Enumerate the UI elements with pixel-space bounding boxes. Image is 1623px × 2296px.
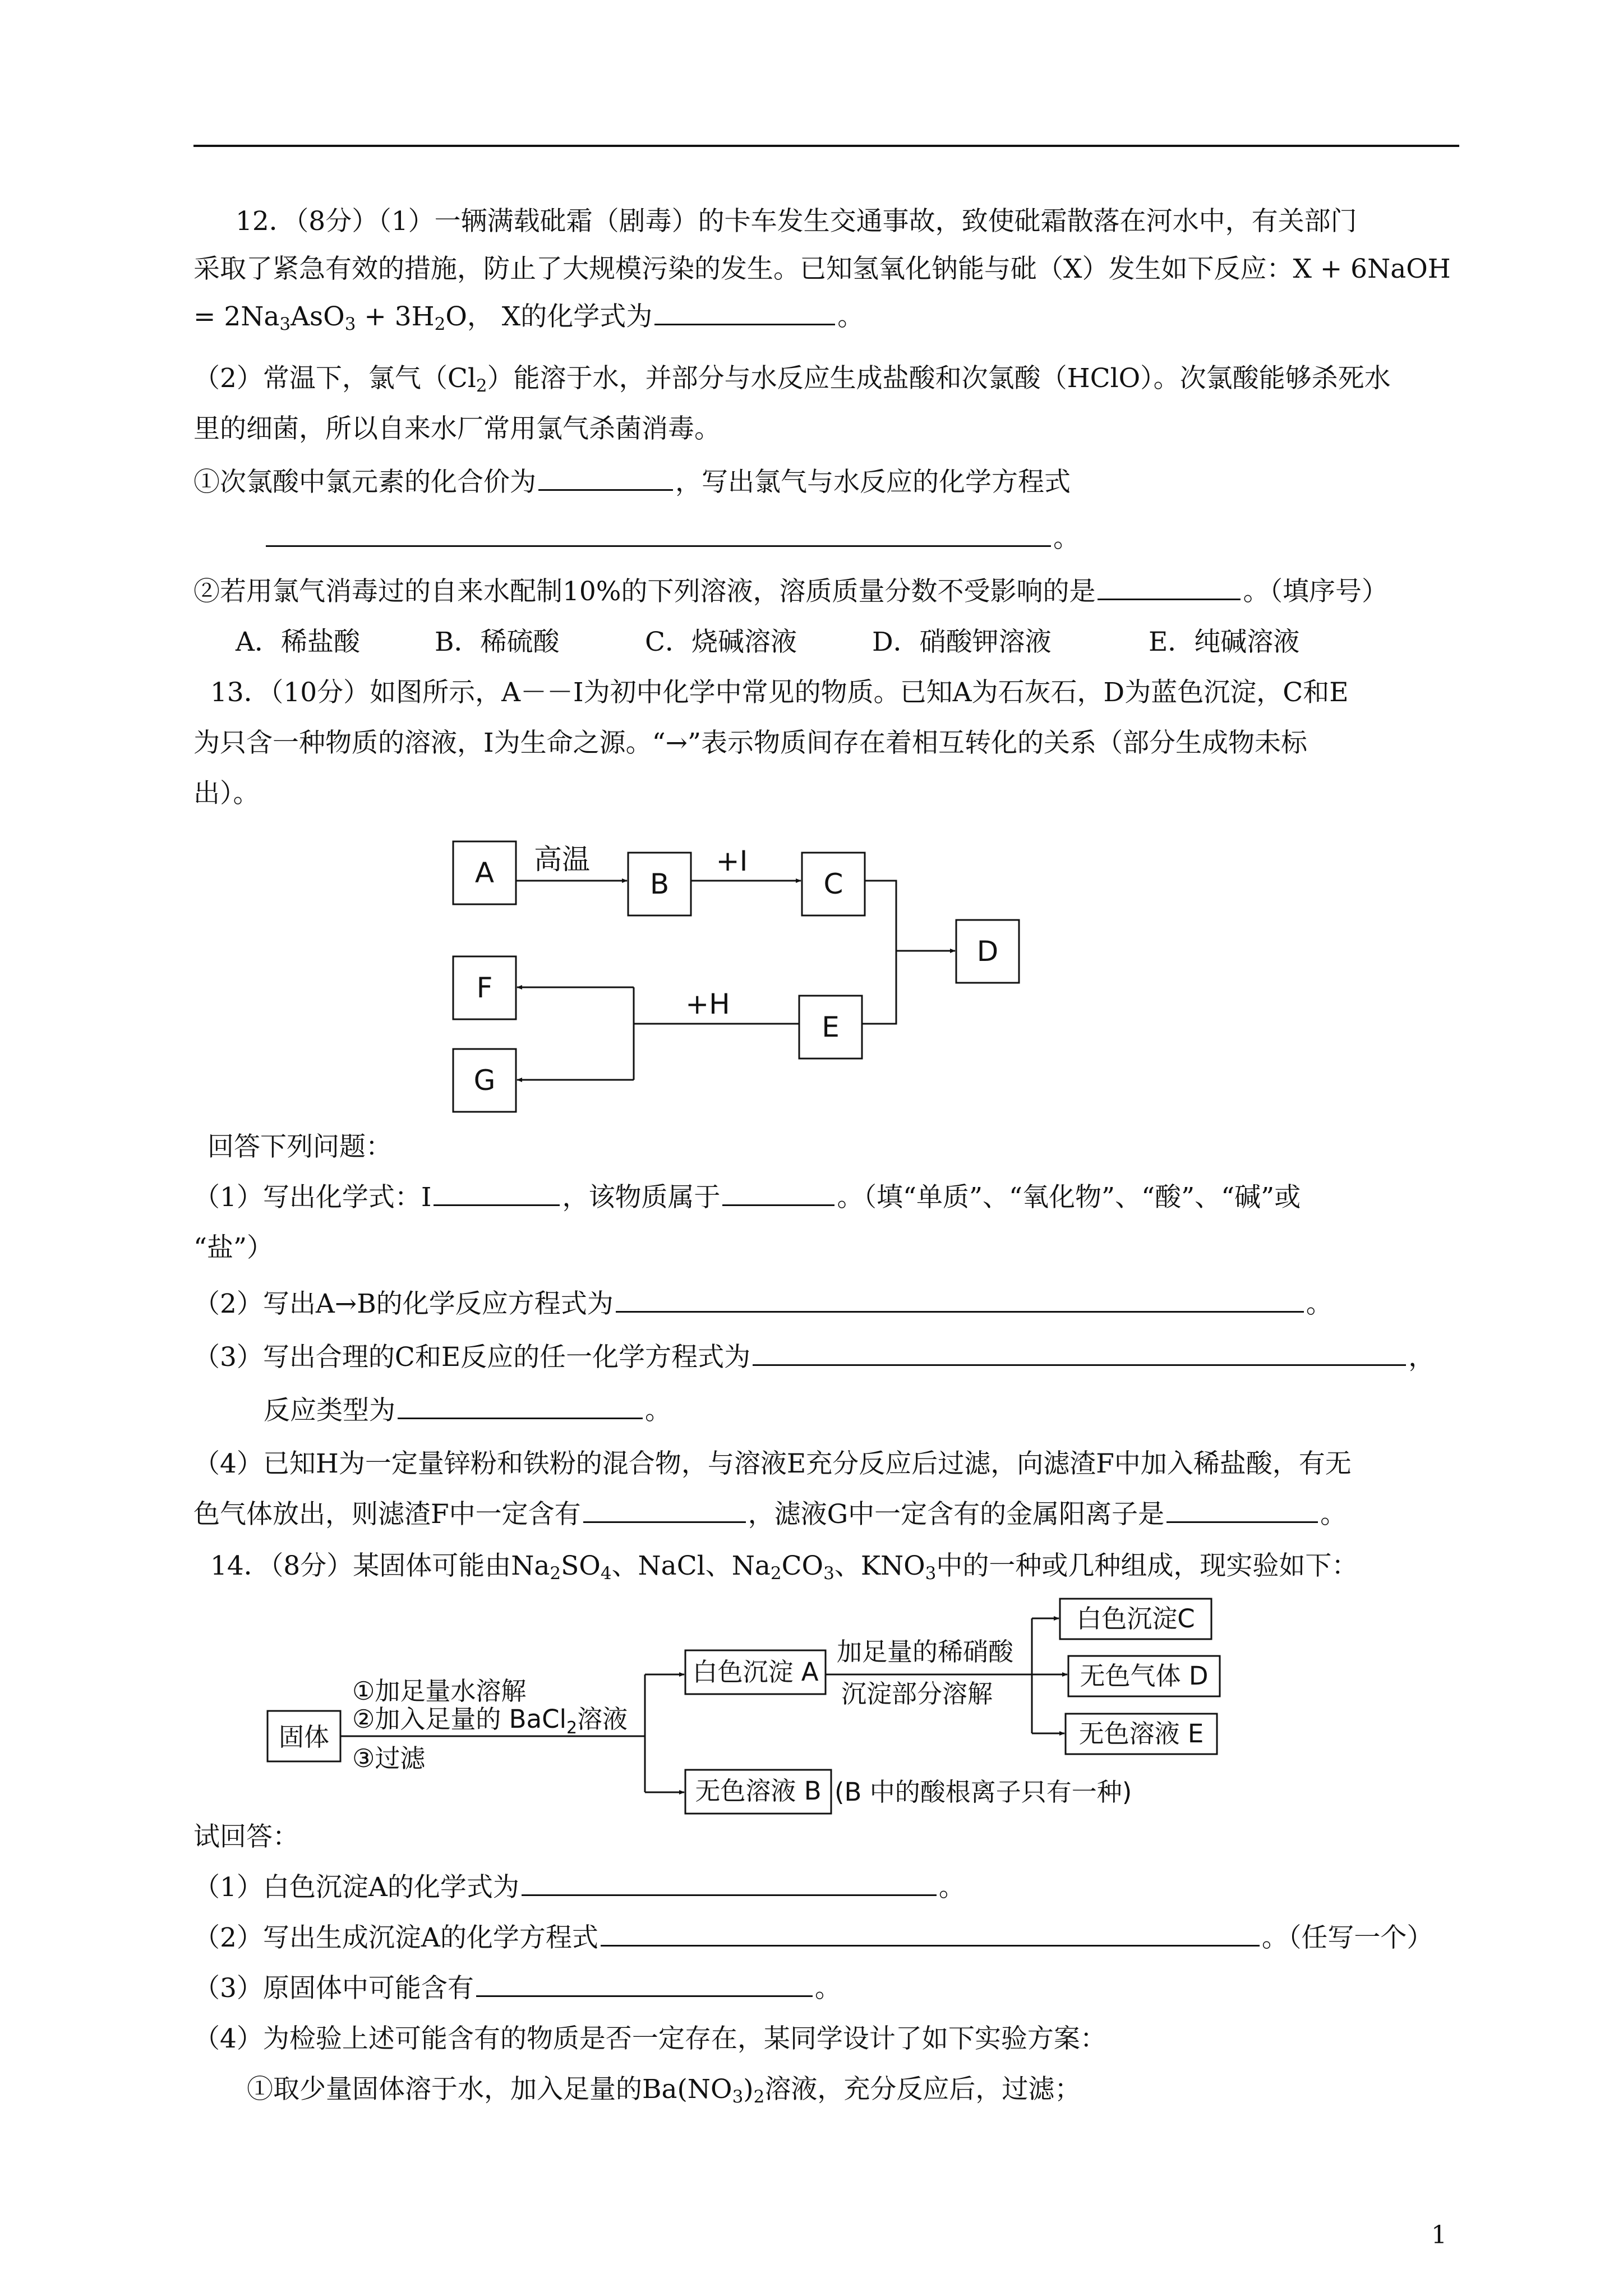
q14-line-4: （2）写出生成沉淀A的化学方程式 。（任写一个） bbox=[193, 1922, 1433, 1953]
q13-line-3: 出）。 bbox=[193, 778, 260, 809]
q13-line-6: “盐”） bbox=[193, 1232, 274, 1263]
node-a-label: A bbox=[474, 857, 495, 889]
label-plus-h: +H bbox=[685, 988, 730, 1020]
q12-option-e: E．纯碱溶液 bbox=[1149, 627, 1300, 657]
q14-line-3: （1）白色沉淀A的化学式为 。 bbox=[193, 1872, 965, 1903]
q14-answer-blank-possible[interactable] bbox=[476, 1973, 813, 1997]
connector-c-e bbox=[862, 881, 896, 1024]
q13-answer-blank-class[interactable] bbox=[722, 1182, 834, 1206]
sol-b-label: 无色溶液 B bbox=[695, 1776, 822, 1806]
q14-line-6: （4）为检验上述可能含有的物质是否一定存在，某同学设计了如下实验方案： bbox=[193, 2023, 1106, 2054]
q12-option-d: D．硝酸钾溶液 bbox=[872, 627, 1052, 657]
q13-answer-blank-f[interactable] bbox=[583, 1499, 746, 1523]
acid-label-1: 加足量的稀硝酸 bbox=[837, 1637, 1014, 1667]
sol-e-label: 无色溶液 E bbox=[1078, 1719, 1204, 1749]
q13-line-4: 回答下列问题： bbox=[208, 1131, 392, 1162]
q12-line-6: ①次氯酸中氯元素的化合价为 ，写出氯气与水反应的化学方程式 bbox=[193, 467, 1071, 498]
node-d-label: D bbox=[976, 935, 999, 968]
node-f-label: F bbox=[476, 972, 493, 1004]
q13-line-8: （3）写出合理的C和E反应的任一化学方程式为 ， bbox=[193, 1342, 1435, 1373]
label-plus-i: +I bbox=[716, 845, 748, 877]
q12-line-3: = $2Na_3AsO_3 + 3H_2O$， X的化学式为 。 bbox=[193, 301, 864, 334]
acid-label-2: 沉淀部分溶解 bbox=[841, 1679, 993, 1709]
gas-d-label: 无色气体 D bbox=[1080, 1661, 1209, 1691]
q13-answer-blank-i[interactable] bbox=[434, 1182, 560, 1206]
node-e-label: E bbox=[822, 1011, 840, 1043]
q14-line-7: ①取少量固体溶于水，加入足量的$Ba(NO_3)_2$溶液，充分反应后，过滤； bbox=[247, 2074, 1081, 2107]
q14-experiment-diagram bbox=[0, 1582, 1623, 1818]
q14-answer-blank-a[interactable] bbox=[522, 1872, 937, 1896]
q12-option-b: B．稀硫酸 bbox=[435, 627, 560, 657]
q13-answer-blank-ab[interactable] bbox=[616, 1289, 1304, 1313]
label-high-temp: 高温 bbox=[534, 843, 590, 876]
node-g-label: G bbox=[473, 1064, 496, 1097]
q12-line-7: 。 bbox=[264, 522, 1080, 555]
node-c-label: C bbox=[823, 868, 843, 900]
solid-label: 固体 bbox=[278, 1722, 330, 1752]
q14-line-5: （3）原固体中可能含有 。 bbox=[193, 1973, 841, 2004]
q13-answer-blank-type[interactable] bbox=[398, 1395, 643, 1419]
node-b-label: B bbox=[649, 868, 670, 900]
step-1-label: ①加足量水溶解 bbox=[352, 1676, 527, 1706]
q14-line-1: 14．（8分）某固体可能由$Na_2SO_4$、NaCl、$Na_2CO_3$、$KNO_3$中的一种或几种组成，现实验如下： bbox=[210, 1550, 1358, 1584]
q13-line-10: （4）已知H为一定量锌粉和铁粉的混合物，与溶液E充分反应后过滤，向滤渣F中加入稀盐酸，有无 bbox=[193, 1448, 1352, 1479]
page-number: 1 bbox=[1431, 2221, 1447, 2249]
q12-line-8: ②若用氯气消毒过的自来水配制10%的下列溶液，溶质质量分数不受影响的是 。（填序号） bbox=[193, 576, 1388, 607]
q13-line-9: 反应类型为 。 bbox=[264, 1395, 671, 1426]
q12-line-4: （2）常温下，氯气$(Cl_2)$能溶于水，并部分与水反应生成盐酸和次氯酸（HClO）。次氯酸能够杀死水 bbox=[193, 363, 1391, 396]
q13-line-2: 为只含一种物质的溶液，I为生命之源。“→”表示物质间存在着相互转化的关系（部分生成物未标 bbox=[193, 728, 1307, 758]
q13-line-11: 色气体放出，则滤渣F中一定含有 ，滤液G中一定含有的金属阳离子是 。 bbox=[193, 1499, 1347, 1530]
step-2-label: ②加入足量的 BaCl$_2$溶液 bbox=[352, 1704, 628, 1738]
q13-answer-blank-g[interactable] bbox=[1166, 1499, 1318, 1523]
ppt-a-label: 白色沉淀 A bbox=[692, 1657, 819, 1687]
q13-line-1: 13．（10分）如图所示，A－－I为初中化学中常见的物质。已知A为石灰石，D为蓝色沉淀，C和E bbox=[210, 677, 1349, 708]
q13-line-5: （1）写出化学式：I ，该物质属于 。（填“单质”、“氧化物”、“酸”、“碱”或 bbox=[193, 1182, 1301, 1213]
q12-option-c: C．烧碱溶液 bbox=[645, 627, 797, 657]
q13-answer-blank-ce[interactable] bbox=[753, 1342, 1406, 1366]
sol-b-note: (B 中的酸根离子只有一种) bbox=[834, 1777, 1132, 1807]
step-3-label: ③过滤 bbox=[352, 1743, 426, 1773]
q14-line-2: 试回答： bbox=[193, 1821, 299, 1852]
q13-line-7: （2）写出A→B的化学反应方程式为 。 bbox=[193, 1289, 1332, 1319]
q12-line-5: 里的细菌，所以自来水厂常用氯气杀菌消毒。 bbox=[193, 413, 721, 444]
q12-option-a: A．稀盐酸 bbox=[236, 627, 360, 657]
q14-answer-blank-equation[interactable] bbox=[601, 1922, 1260, 1947]
ppt-c-label: 白色沉淀C bbox=[1076, 1604, 1195, 1634]
q12-line-2: 采取了紧急有效的措施，防止了大规模污染的发生。已知氢氧化钠能与砒（X）发生如下反应：X + 6NaOH bbox=[193, 254, 1451, 284]
q12-line-1: 12．（8分）（1）一辆满载砒霜（剧毒）的卡车发生交通事故，致使砒霜散落在河水中，有关部门 bbox=[236, 206, 1357, 237]
